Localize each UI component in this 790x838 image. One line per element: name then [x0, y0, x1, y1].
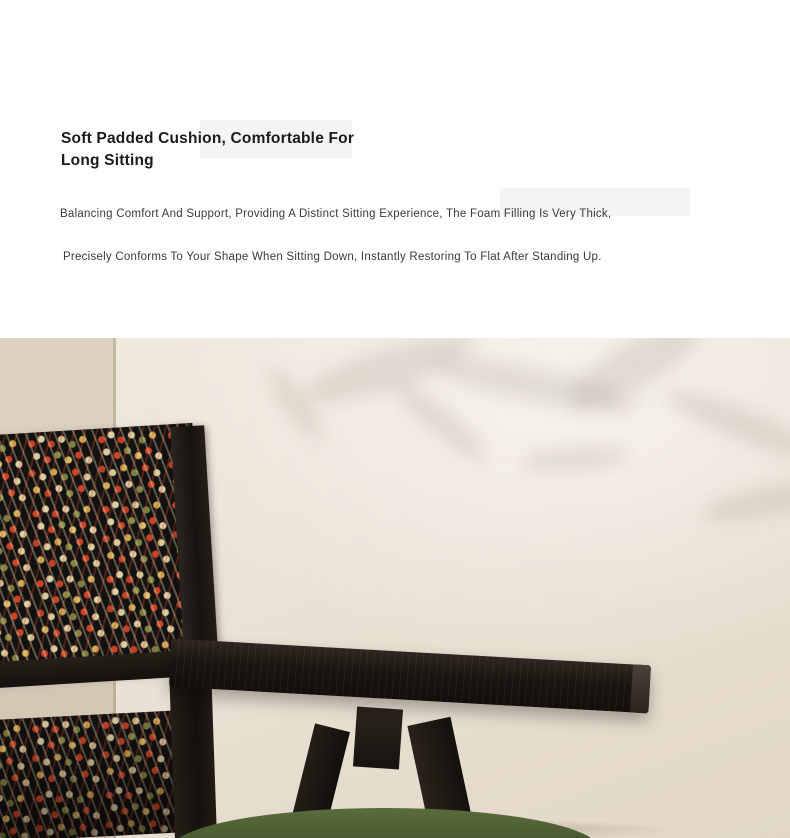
chair-armrest [169, 639, 651, 714]
description-line-2: Precisely Conforms To Your Shape When Sitting Down, Instantly Restoring To Flat After Standing Up. [63, 250, 602, 263]
chair-illustration [0, 338, 790, 838]
chair-green-seat [170, 808, 600, 838]
chair-center-support [353, 706, 403, 769]
product-photo-chair [0, 338, 790, 838]
chair-arm-support [169, 667, 217, 838]
armrest-end-cap [630, 664, 651, 713]
wood-grain [169, 639, 651, 714]
page-title: Soft Padded Cushion, Comfortable For Long Sitting [61, 129, 355, 170]
description-line-1: Balancing Comfort And Support, Providing A Distinct Sitting Experience, The Foam Filling Is Very Thick, [60, 207, 612, 220]
marketing-text-block [0, 0, 790, 338]
